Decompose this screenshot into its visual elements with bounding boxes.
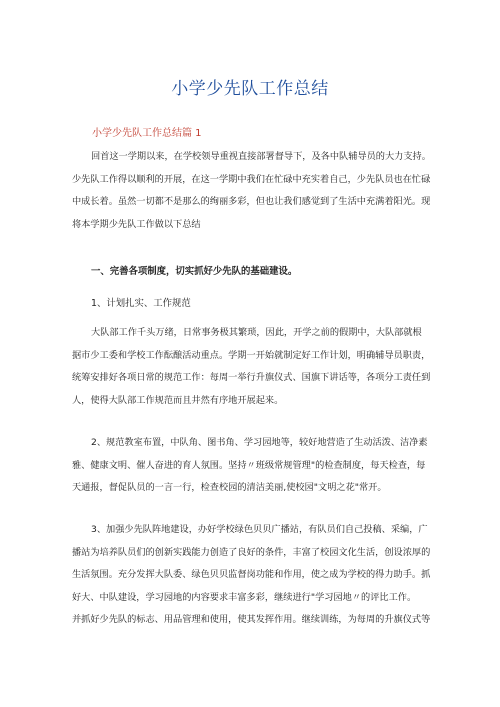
text-line: 将本学期少先队工作做以下总结: [72, 218, 201, 230]
section-heading: 一、完善各项制度，切实抓好少先队的基础建设。: [91, 266, 298, 277]
text-line: 2、规范教室布置，中队角、图书角、学习园地等，较好地营造了生动活泼、洁净素: [91, 437, 428, 448]
text-line: 回首这一学期以来，在学校领导重视直接部署督导下，及各中队辅导员的大力支持。: [91, 151, 431, 162]
text-line: 统筹安排好各项日常的规范工作：每周一举行升旗仪式、国旗下讲话等，各项分工责任到: [72, 372, 431, 384]
document-subtitle: 小学少先队工作总结篇 1: [92, 128, 202, 139]
document-title: 小学少先队工作总结: [171, 79, 329, 99]
text-line: 雅、健康文明、催人奋进的育人氛围。坚持〃班级常规管理"的检查制度，每天检查，每: [72, 459, 426, 471]
intro-paragraph: [72, 146, 434, 236]
item3-paragraph: [72, 519, 434, 632]
text-line: 并抓好少先队的标志、用品管理和使用，使其发挥作用。继续训练，为每周的升旗仪式等: [72, 614, 431, 626]
text-line: 人，使得大队部工作规范而且井然有序地开展起来。: [72, 394, 284, 406]
item-heading: 1、计划扎实、工作规范: [91, 298, 191, 309]
text-line: 播站为培养队员们的创新实践能力创造了良好的条件，丰富了校园文化生活，创设浓厚的: [72, 546, 431, 558]
text-line: 少先队工作得以顺利的开展，在这一学期中我们在忙碌中充实着自己，少先队员也在忙碌: [72, 173, 431, 185]
text-line: 生活氛围。充分发挥大队委、绿色贝贝监督岗功能和作用，使之成为学校的得力助手。抓: [72, 569, 431, 581]
text-line: 3、加强少先队阵地建设，办好学校绿色贝贝广播站，有队员们自己投稿、采编，广: [91, 524, 428, 535]
text-line: 据市少工委和学校工作酝酿活动重点。学期一开始就制定好工作计划，明确辅导员职责，: [72, 349, 431, 361]
item1-paragraph: [72, 322, 434, 412]
text-line: 好大、中队建设，学习园地的内容要求丰富多彩，继续进行"学习园地〃的评比工作。: [72, 591, 417, 603]
text-line: 中成长着。虽然一切都不是那么的绚丽多彩，但也让我们感觉到了生活中充满着阳光。现: [72, 196, 431, 208]
item2-paragraph: [72, 432, 434, 500]
text-line: 天通报，督促队员的一言一行，检查校园的清洁美丽,使校园"文明之花"常开。: [72, 482, 387, 494]
text-line: 大队部工作千头万绪，日常事务极其繁琐，因此，开学之前的假期中，大队部就根: [91, 327, 422, 338]
